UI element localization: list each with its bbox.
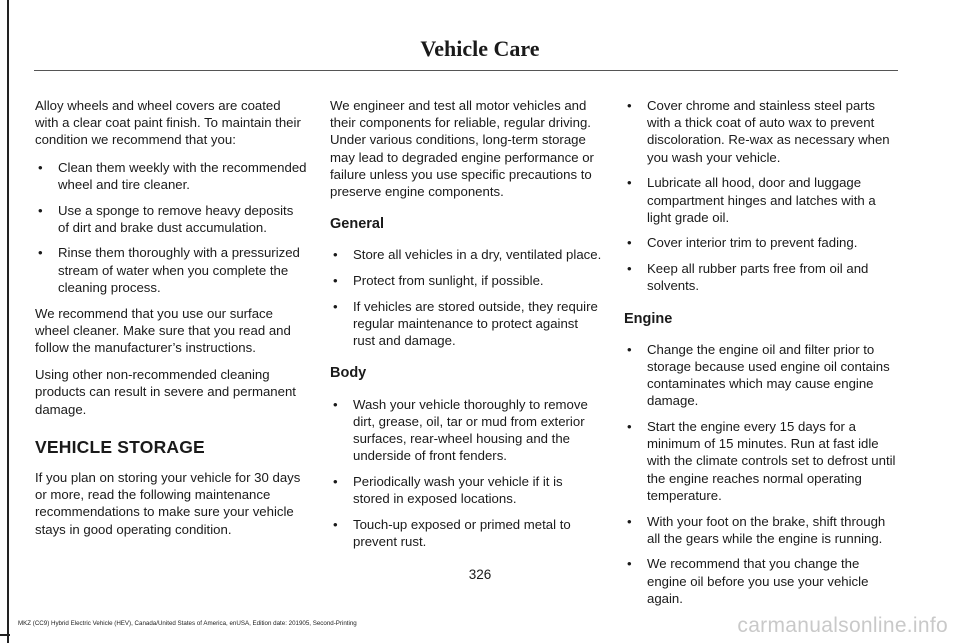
list-item: • Store all vehicles in a dry, ventilated place. [333, 247, 602, 263]
bullet-icon: • [627, 261, 632, 277]
column-left [35, 97, 307, 548]
bullet-list [624, 97, 896, 295]
bullet-icon: • [333, 516, 338, 532]
list-item: • With your foot on the brake, shift through all the gears while the engine is running. [627, 513, 886, 546]
section-heading: VEHICLE STORAGE [35, 436, 205, 457]
bullet-icon: • [627, 341, 632, 357]
bullet-list [35, 159, 307, 296]
subheading-engine: Engine [624, 310, 673, 327]
subheading-general: General [330, 216, 384, 233]
paragraph: Using other non-recommended cleaning products can result in severe and permanent damage. [35, 367, 296, 417]
paragraph: Alloy wheels and wheel covers are coated with a clear coat paint finish. To maintain their condition we recommend that you: [35, 98, 301, 148]
paragraph: We engineer and test all motor vehicles and their components for reliable, regular driving. Under various conditions, long-term storage may lead to degraded engine performance or failure unless you use specific precautions to preserve engine components. [330, 98, 594, 200]
list-item: • Start the engine every 15 days for a minimum of 15 minutes. Run at fast idle with the climate controls set to defrost until the engine reaches normal operating temperature. [627, 419, 896, 503]
list-item: • Protect from sunlight, if possible. [333, 273, 544, 289]
list-item: • Keep all rubber parts free from oil and solvents. [627, 261, 869, 294]
crop-mark [0, 0, 10, 643]
list-item: • Cover interior trim to prevent fading. [627, 235, 858, 251]
bullet-icon: • [333, 273, 338, 289]
column-middle [330, 97, 602, 559]
bullet-icon: • [627, 98, 632, 113]
bullet-icon: • [333, 396, 338, 412]
bullet-icon: • [627, 235, 632, 251]
list-item: • Rinse them thoroughly with a pressurized stream of water when you complete the cleaning process. [38, 245, 300, 295]
bullet-list [330, 246, 602, 349]
paragraph: If you plan on storing your vehicle for 30 days or more, read the following maintenance recommendations to make sure your vehicle stays in good operating condition. [35, 469, 301, 537]
header-divider [34, 70, 898, 71]
list-item: • If vehicles are stored outside, they require regular maintenance to protect against rust and damage. [333, 298, 598, 349]
bullet-icon: • [627, 419, 632, 435]
column-right [624, 97, 896, 616]
list-item: • Clean them weekly with the recommended wheel and tire cleaner. [38, 159, 307, 192]
watermark: carmanualsonline.info [737, 614, 948, 637]
bullet-icon: • [333, 473, 338, 489]
bullet-icon: • [627, 175, 632, 191]
bullet-icon: • [38, 202, 43, 218]
bullet-icon: • [627, 513, 632, 529]
list-item: • Lubricate all hood, door and luggage compartment hinges and latches with a light grade oil. [627, 175, 876, 225]
bullet-list [330, 396, 602, 551]
list-item: • Cover chrome and stainless steel parts with a thick coat of auto wax to prevent discoloration. Re-wax as necessary when you wash your vehicle. [627, 98, 890, 165]
bullet-icon: • [38, 245, 43, 261]
page-number: 326 [468, 567, 492, 582]
page-title: Vehicle Care [420, 36, 540, 61]
bullet-icon: • [627, 556, 632, 572]
list-item: • Change the engine oil and filter prior to storage because used engine oil contains contaminates which may cause engine damage. [627, 341, 890, 409]
bullet-icon: • [333, 247, 338, 263]
footer-edition-info: MKZ (CC9) Hybrid Electric Vehicle (HEV), Canada/United States of America, enUSA, Edition date: 201905, Second-Printing [18, 620, 357, 627]
list-item: • Use a sponge to remove heavy deposits of dirt and brake dust accumulation. [38, 202, 294, 235]
list-item: • We recommend that you change the engine oil before you use your vehicle again. [627, 556, 869, 606]
list-item: • Periodically wash your vehicle if it is stored in exposed locations. [333, 473, 563, 507]
bullet-icon: • [333, 298, 338, 314]
list-item: • Wash your vehicle thoroughly to remove dirt, grease, oil, tar or mud from exterior surfaces, rear-wheel housing and the underside of front fenders. [333, 396, 588, 464]
paragraph: We recommend that you use our surface wheel cleaner. Make sure that you read and follow the manufacturer’s instructions. [35, 305, 291, 355]
list-item: • Touch-up exposed or primed metal to prevent rust. [333, 516, 571, 550]
subheading-body: Body [330, 365, 367, 382]
bullet-icon: • [38, 159, 43, 175]
